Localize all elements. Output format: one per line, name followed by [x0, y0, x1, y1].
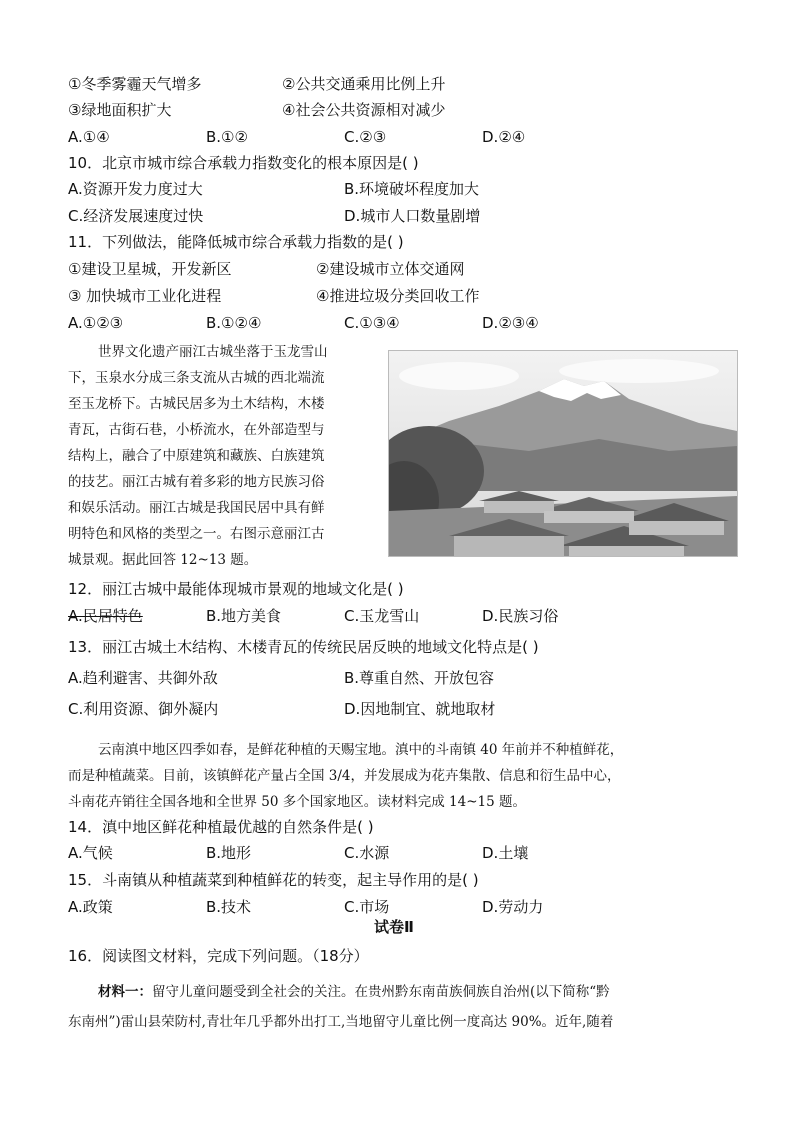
q13-choice-d: D.因地制宜、就地取材: [344, 700, 496, 718]
q11-choice-a: A.①②③: [68, 314, 124, 332]
yunnan-passage-line: 而是种植蔬菜。目前，该镇鲜花产量占全国 3/4，并发展成为花卉集散、信息和衍生品中心，: [68, 768, 621, 784]
q16-stem: 16．阅读图文材料，完成下列问题。（18分）: [68, 947, 369, 965]
q13-stem: 13．丽江古城土木结构、木楼青瓦的传统民居反映的地域文化特点是( ): [68, 638, 539, 656]
q13-choice-c: C.利用资源、御外凝内: [68, 700, 219, 718]
q14-choice-a: A.气候: [68, 844, 113, 862]
q10-choice-d: D.城市人口数量剧增: [344, 207, 481, 225]
q15-stem: 15．斗南镇从种植蔬菜到种植鲜花的转变，起主导作用的是( ): [68, 871, 479, 889]
q9-option-1: ①冬季雾霾天气增多: [68, 75, 202, 93]
q15-choice-a: A.政策: [68, 898, 113, 916]
q12-choice-c: C.玉龙雪山: [344, 607, 420, 625]
q10-choice-a: A.资源开发力度过大: [68, 180, 203, 198]
q15-choice-c: C.市场: [344, 898, 390, 916]
q9-option-4: ④社会公共资源相对减少: [282, 101, 446, 119]
q15-choice-d: D.劳动力: [482, 898, 544, 916]
q13-choice-b: B.尊重自然、开放包容: [344, 669, 495, 687]
section-2-title: 试卷Ⅱ: [374, 918, 414, 936]
q12-stem: 12．丽江古城中最能体现城市景观的地域文化是( ): [68, 580, 404, 598]
lijiang-passage-line: 下，玉泉水分成三条支流从古城的西北端流: [68, 370, 325, 386]
q14-choice-b: B.地形: [206, 844, 252, 862]
q9-option-3: ③绿地面积扩大: [68, 101, 172, 119]
q11-stem: 11．下列做法，能降低城市综合承载力指数的是( ): [68, 233, 404, 251]
q11-option-1: ①建设卫星城，开发新区: [68, 260, 232, 278]
q10-choice-b: B.环境破坏程度加大: [344, 180, 480, 198]
lijiang-passage-line: 至玉龙桥下。古城民居多为土木结构，木楼: [68, 396, 325, 412]
q11-option-3: ③ 加快城市工业化进程: [68, 287, 222, 305]
q14-stem: 14．滇中地区鲜花种植最优越的自然条件是( ): [68, 818, 374, 836]
q16-material-line: [98, 982, 610, 1002]
lijiang-passage-line: 世界文化遗产丽江古城坐落于玉龙雪山: [98, 344, 328, 360]
q12-choice-a: A.民居特色: [68, 607, 143, 625]
q14-choice-d: D.土壤: [482, 844, 529, 862]
q9-choice-d: D.②④: [482, 128, 526, 146]
q15-choice-b: B.技术: [206, 898, 252, 916]
q9-option-2: ②公共交通乘用比例上升: [282, 75, 446, 93]
landscape-icon: [389, 351, 737, 556]
lijiang-passage-line: 结构上，融合了中原建筑和藏族、白族建筑: [68, 448, 325, 464]
material-1-text: 留守儿童问题受到全社会的关注。在贵州黔东南苗族侗族自治州(以下简称“黔: [152, 984, 610, 1000]
yunnan-passage-line: 斗南花卉销往全国各地和全世界 50 多个国家地区。读材料完成 14~15 题。: [68, 794, 527, 810]
q10-stem: 10．北京市城市综合承载力指数变化的根本原因是( ): [68, 154, 419, 172]
q12-choice-b: B.地方美食: [206, 607, 282, 625]
q9-choice-c: C.②③: [344, 128, 387, 146]
q16-material-line: 东南州”)雷山县荣防村,青壮年几乎都外出打工,当地留守儿童比例一度高达 90%。近年,随着: [68, 1014, 614, 1030]
yunnan-passage-line: 云南滇中地区四季如春，是鲜花种植的天赐宝地。滇中的斗南镇 40 年前并不种植鲜花，: [98, 742, 624, 758]
q14-choice-c: C.水源: [344, 844, 390, 862]
material-1-label: 材料一：: [98, 984, 152, 1000]
q11-option-4: ④推进垃圾分类回收工作: [316, 287, 480, 305]
q9-choice-b: B.①②: [206, 128, 248, 146]
q9-choice-a: A.①④: [68, 128, 110, 146]
lijiang-passage-line: 明特色和风格的类型之一。右图示意丽江古: [68, 526, 325, 542]
q11-option-2: ②建设城市立体交通网: [316, 260, 465, 278]
q13-choice-a: A.趋利避害、共御外敌: [68, 669, 218, 687]
lijiang-passage-line: 城景观。据此回答 12~13 题。: [68, 552, 258, 568]
lijiang-landscape-photo: [388, 350, 738, 557]
q12-choice-d: D.民族习俗: [482, 607, 559, 625]
q11-choice-b: B.①②④: [206, 314, 262, 332]
q10-choice-c: C.经济发展速度过快: [68, 207, 204, 225]
q11-choice-d: D.②③④: [482, 314, 539, 332]
lijiang-passage-line: 青瓦，古街石巷，小桥流水，在外部造型与: [68, 422, 325, 438]
lijiang-passage-line: 和娱乐活动。丽江古城是我国民居中具有鲜: [68, 500, 325, 516]
lijiang-passage-line: 的技艺。丽江古城有着多彩的地方民族习俗: [68, 474, 325, 490]
q11-choice-c: C.①③④: [344, 314, 400, 332]
